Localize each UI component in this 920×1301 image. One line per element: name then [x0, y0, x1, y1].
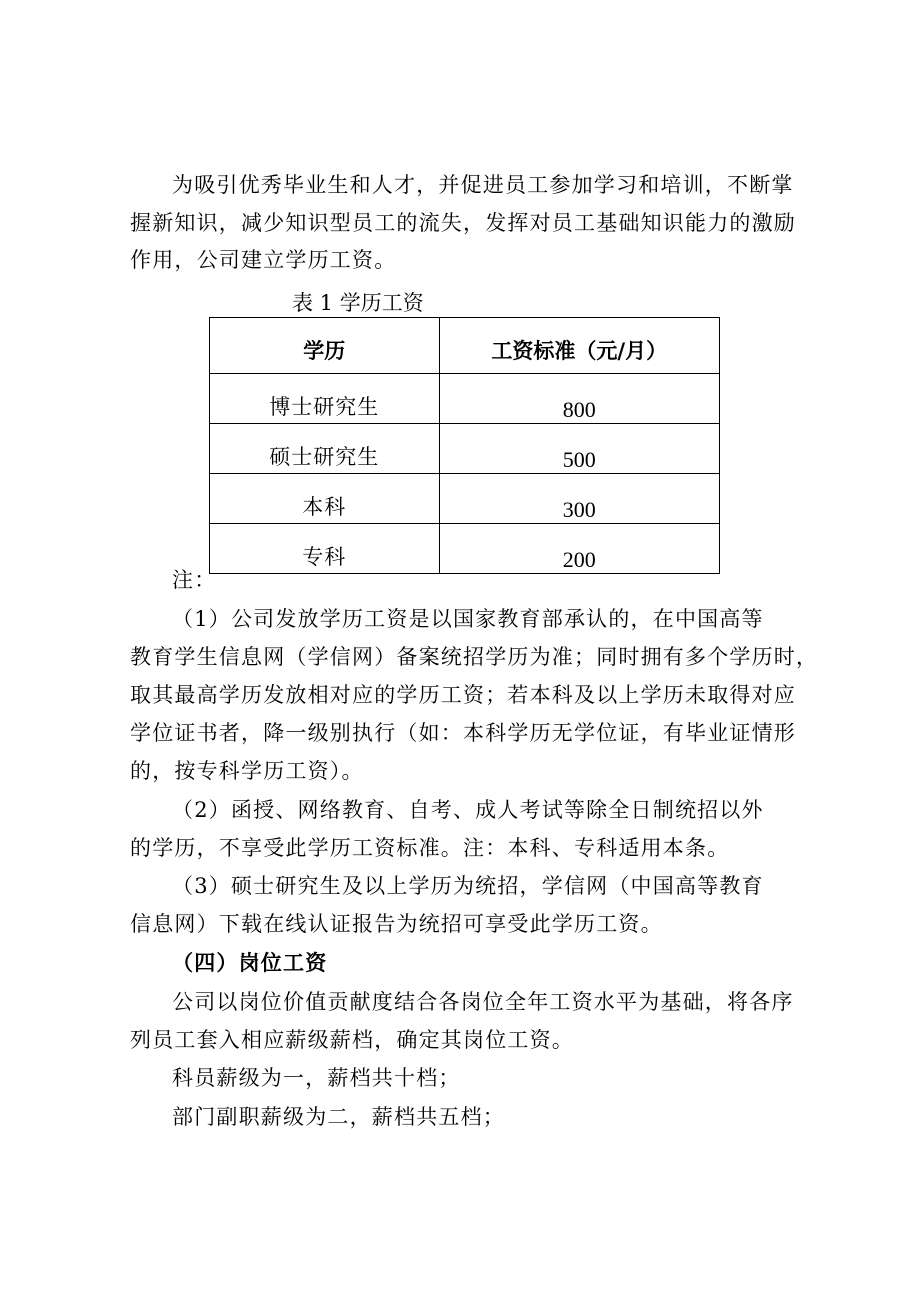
section-line-3: 科员薪级为一，薪档共十档； — [172, 1066, 461, 1090]
header-degree: 学历 — [210, 318, 440, 374]
section-line-2: 列员工套入相应薪级薪档，确定其岗位工资。 — [130, 1028, 574, 1052]
note-line-6: （2）函授、网络教育、自考、成人考试等除全日制统招以外 — [172, 798, 764, 822]
table-row — [210, 374, 720, 424]
salary-cell: 800 — [439, 374, 719, 424]
section-line-1: 公司以岗位价值贡献度结合各岗位全年工资水平为基础，将各序 — [172, 990, 794, 1014]
salary-cell: 200 — [439, 524, 719, 574]
table-row — [210, 424, 720, 474]
table-caption: 表 1 学历工资 — [292, 291, 424, 315]
salary-cell: 500 — [439, 424, 719, 474]
table-row — [210, 474, 720, 524]
note-line-1: （1）公司发放学历工资是以国家教育部承认的，在中国高等 — [172, 607, 764, 631]
degree-cell: 硕士研究生 — [210, 424, 440, 474]
section-heading: （四）岗位工资 — [172, 950, 328, 975]
table-row — [210, 524, 720, 574]
salary-cell: 300 — [439, 474, 719, 524]
note-line-8: （3）硕士研究生及以上学历为统招，学信网（中国高等教育 — [172, 874, 764, 898]
education-salary-table — [209, 317, 720, 574]
section-line-4: 部门副职薪级为二，薪档共五档； — [172, 1105, 505, 1129]
degree-cell: 博士研究生 — [210, 374, 440, 424]
note-line-3: 取其最高学历发放相对应的学历工资；若本科及以上学历未取得对应 — [130, 683, 796, 707]
degree-cell: 专科 — [210, 524, 440, 574]
intro-line-1: 为吸引优秀毕业生和人才，并促进员工参加学习和培训，不断掌 — [172, 173, 794, 197]
note-line-9: 信息网）下载在线认证报告为统招可享受此学历工资。 — [130, 912, 663, 936]
header-salary: 工资标准（元/月） — [439, 318, 719, 374]
intro-line-3: 作用，公司建立学历工资。 — [130, 248, 397, 272]
intro-line-2: 握新知识，减少知识型员工的流失，发挥对员工基础知识能力的激励 — [130, 211, 796, 235]
notes-label: 注： — [172, 568, 217, 592]
note-line-5: 的，按专科学历工资）。 — [130, 759, 364, 783]
note-line-7: 的学历，不享受此学历工资标准。注：本科、专科适用本条。 — [130, 836, 730, 860]
note-line-4: 学位证书者，降一级别执行（如：本科学历无学位证，有毕业证情形 — [130, 721, 796, 745]
degree-cell: 本科 — [210, 474, 440, 524]
note-line-2: 教育学生信息网（学信网）备案统招学历为准；同时拥有多个学历时， — [130, 645, 819, 669]
table-header-row — [210, 318, 720, 374]
